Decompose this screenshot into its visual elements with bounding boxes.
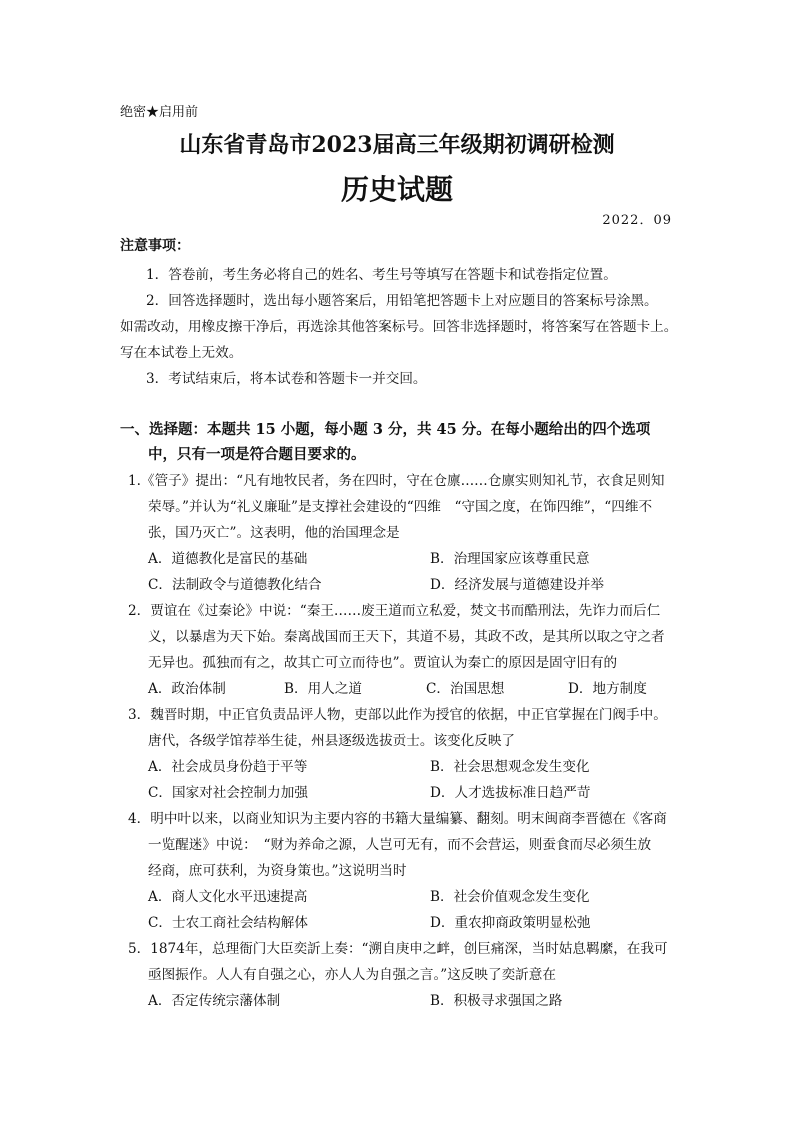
question-3-option-b: B．社会思想观念发生变化: [430, 759, 590, 775]
notice-line: 1．答卷前，考生务必将自己的姓名、考生号等填写在答题卡和试卷指定位置。: [146, 267, 617, 283]
question-3-text: 唐代，各级学馆荐举生徒，州县逐级选拔贡士。该变化反映了: [148, 733, 516, 749]
exam-date: 2022．09: [602, 213, 672, 228]
question-1-text: 荣辱。”并认为“礼义廉耻”是支撑社会建设的“四维 “守国之度，在饰四维”，“四维不: [148, 499, 653, 515]
question-1-text: 张，国乃灭亡”。这表明，他的治国理念是: [148, 525, 400, 541]
notice-line: 如需改动，用橡皮擦干净后，再选涂其他答案标号。回答非选择题时，将答案写在答题卡上。: [120, 319, 678, 335]
question-4-option-d: D．重农抑商政策明显松弛: [430, 915, 591, 931]
question-5-text: 5．1874年，总理衙门大臣奕訢上奏：“溯自庚申之衅，创巨痛深，当时姑息羁縻，在我可: [128, 941, 668, 957]
question-3-option-c: C．国家对社会控制力加强: [148, 785, 308, 801]
question-4-option-c: C．士农工商社会结构解体: [148, 915, 308, 931]
question-2-text: 2．贾谊在《过秦论》中说：“秦王……废王道而立私爱，焚文书而酷刑法，先诈力而后仁: [128, 603, 661, 619]
question-2-option-b: B．用人之道: [284, 681, 362, 697]
section-heading-cont: 中，只有一项是符合题目要求的。: [148, 446, 366, 463]
question-3-option-a: A．社会成员身份趋于平等: [148, 759, 308, 775]
question-4-option-b: B．社会价值观念发生变化: [430, 889, 590, 905]
question-5-text: 亟图振作。人人有自强之心，亦人人为自强之言。”这反映了奕訢意在: [148, 967, 556, 983]
question-3-option-d: D．人才选拔标准日趋严苛: [430, 785, 591, 801]
question-1-option-c: C．法制政令与道德教化结合: [148, 577, 322, 593]
notice-heading: 注意事项：: [120, 238, 190, 254]
question-1-text: 1.《管子》提出：“凡有地牧民者，务在四时，守在仓廪……仓廪实则知礼节，衣食足则知: [128, 473, 665, 489]
notice-line: 3．考试结束后，将本试卷和答题卡一并交回。: [146, 371, 427, 387]
question-1-option-d: D．经济发展与道德建设并举: [430, 577, 605, 593]
question-2-text: 无异也。孤独而有之，故其亡可立而待也”。贾谊认为秦亡的原因是固守旧有的: [148, 655, 618, 671]
notice-line: 写在本试卷上无效。: [120, 345, 243, 361]
question-2-option-d: D．地方制度: [568, 681, 647, 697]
section-heading: 一、选择题：本题共 15 小题，每小题 3 分，共 45 分。在每小题给出的四个选项: [120, 421, 651, 438]
question-4-text: 4．明中叶以来，以商业知识为主要内容的书籍大量编纂、翻刻。明末闽商李晋德在《客商: [128, 811, 667, 827]
question-4-option-a: A．商人文化水平迅速提高: [148, 889, 308, 905]
question-2-option-c: C．治国思想: [426, 681, 505, 697]
confidential-label: 绝密★启用前: [120, 105, 199, 120]
question-1-option-b: B．治理国家应该尊重民意: [430, 551, 590, 567]
question-2-text: 义，以暴虐为天下始。秦离战国而王天下，其道不易，其政不改，是其所以取之守之者: [148, 629, 665, 645]
question-5-option-a: A．否定传统宗藩体制: [148, 993, 281, 1009]
exam-title: 山东省青岛市2023届高三年级期初调研检测: [179, 132, 615, 158]
question-1-option-a: A．道德教化是富民的基础: [148, 551, 308, 567]
question-2-option-a: A．政治体制: [148, 681, 226, 697]
notice-line: 2．回答选择题时，选出每小题答案后，用铅笔把答题卡上对应题目的答案标号涂黑。: [146, 293, 658, 309]
subject-title: 历史试题: [340, 173, 453, 206]
question-4-text: 经商，庶可获利，为资身策也。”这说明当时: [148, 863, 407, 879]
question-3-text: 3．魏晋时期，中正官负责品评人物，吏部以此作为授官的依据，中正官掌握在门阀手中。: [128, 707, 667, 723]
question-4-text: 一览醒迷》中说： “财为养命之源，人岂可无有，而不会营运，则蚕食而尽必须生放: [148, 837, 652, 853]
question-5-option-b: B．积极寻求强国之路: [430, 993, 563, 1009]
